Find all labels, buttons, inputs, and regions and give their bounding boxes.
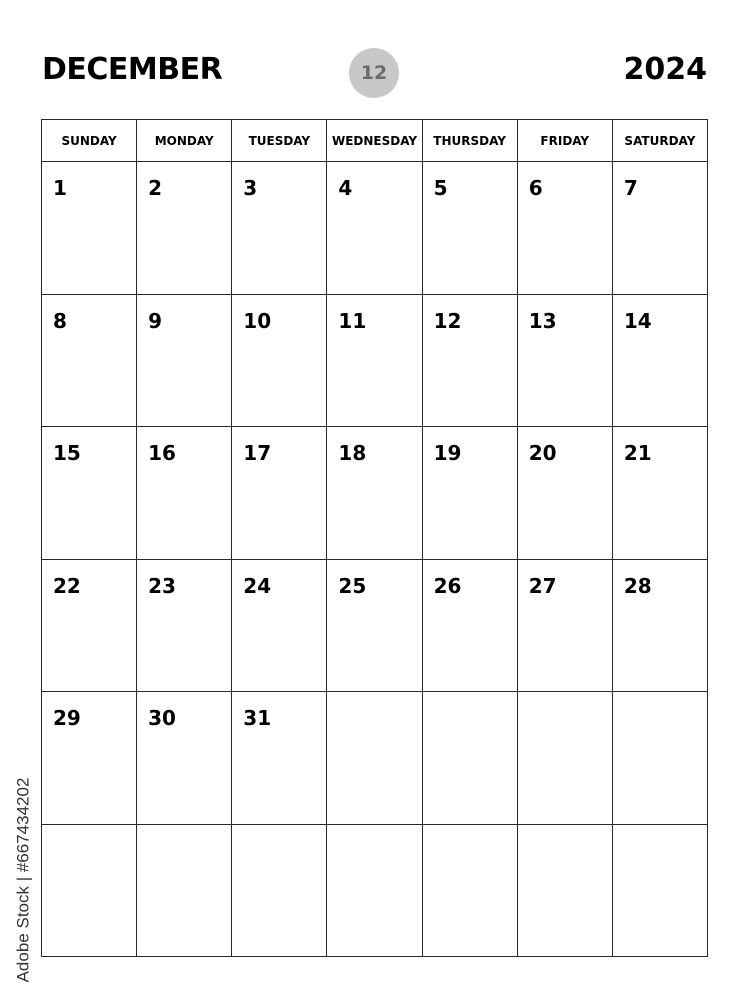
day-number: 10	[243, 308, 272, 333]
day-cell[interactable]	[232, 825, 327, 957]
day-cell[interactable]	[613, 692, 707, 824]
day-cell[interactable]	[232, 427, 327, 559]
day-number: 16	[148, 441, 176, 465]
day-number: 1	[53, 176, 67, 200]
weekday-wednesday: WEDNESDAY	[327, 120, 422, 161]
day-number: 31	[243, 706, 272, 730]
day-number: 22	[53, 573, 81, 598]
day-number: 29	[53, 706, 81, 730]
stock-watermark	[11, 760, 35, 990]
day-cell[interactable]	[423, 427, 518, 559]
day-cell[interactable]	[613, 560, 707, 692]
day-cell[interactable]	[232, 162, 327, 294]
day-number: 7	[623, 176, 638, 200]
weekday-sunday: SUNDAY	[42, 120, 137, 161]
day-number: 12	[433, 308, 462, 333]
day-number: 9	[148, 308, 163, 333]
day-cell[interactable]	[613, 162, 707, 294]
calendar-header	[0, 0, 750, 120]
day-cell[interactable]	[518, 560, 613, 692]
day-number: 27	[528, 573, 557, 598]
day-number: 3	[243, 176, 258, 200]
calendar-grid	[41, 119, 708, 957]
day-cell[interactable]	[518, 427, 613, 559]
day-number: 25	[338, 573, 367, 598]
day-cell[interactable]	[42, 295, 137, 427]
day-number: 4	[338, 176, 353, 200]
day-cell[interactable]	[137, 427, 232, 559]
day-number: 2	[148, 176, 163, 200]
day-cell[interactable]	[327, 162, 422, 294]
day-number: 8	[53, 308, 67, 333]
weekday-header-row	[42, 120, 707, 162]
day-cell[interactable]	[613, 825, 707, 957]
week-row	[42, 560, 707, 693]
day-number: 17	[243, 441, 272, 465]
day-cell[interactable]	[137, 560, 232, 692]
day-cell[interactable]	[327, 427, 422, 559]
day-cell[interactable]	[613, 427, 707, 559]
day-cell[interactable]	[137, 162, 232, 294]
day-cell[interactable]	[42, 427, 137, 559]
day-cell[interactable]	[42, 560, 137, 692]
week-row	[42, 692, 707, 825]
week-row	[42, 427, 707, 560]
day-number: 6	[528, 176, 543, 200]
day-cell[interactable]	[518, 295, 613, 427]
day-number: 20	[528, 441, 557, 465]
day-number: 14	[623, 308, 652, 333]
day-cell[interactable]	[423, 162, 518, 294]
day-cell[interactable]	[327, 825, 422, 957]
day-cell[interactable]	[232, 560, 327, 692]
month-number-badge: 12	[349, 48, 399, 98]
day-number: 13	[528, 308, 557, 333]
day-number: 11	[338, 308, 367, 333]
day-cell[interactable]	[518, 162, 613, 294]
day-cell[interactable]	[232, 692, 327, 824]
day-cell[interactable]	[137, 825, 232, 957]
day-number: 19	[433, 441, 462, 465]
year-title: 2024	[623, 52, 707, 87]
day-cell[interactable]	[518, 825, 613, 957]
day-cell[interactable]	[613, 295, 707, 427]
week-row	[42, 162, 707, 295]
day-cell[interactable]	[518, 692, 613, 824]
day-cell[interactable]	[137, 692, 232, 824]
weekday-tuesday: TUESDAY	[232, 120, 327, 161]
week-row	[42, 825, 707, 957]
day-number: 15	[53, 441, 81, 465]
day-number: 18	[338, 441, 367, 465]
weekday-saturday: SATURDAY	[624, 133, 696, 148]
day-cell[interactable]	[42, 825, 137, 957]
day-number: 21	[623, 441, 652, 465]
day-cell[interactable]	[327, 560, 422, 692]
weekday-thursday: THURSDAY	[423, 120, 518, 161]
day-cell[interactable]	[327, 295, 422, 427]
day-cell[interactable]	[42, 692, 137, 824]
weekday-friday: FRIDAY	[518, 120, 613, 161]
day-cell[interactable]	[423, 560, 518, 692]
week-row	[42, 295, 707, 428]
day-cell[interactable]	[423, 692, 518, 824]
weeks-container	[42, 162, 707, 956]
day-number: 23	[148, 573, 176, 598]
day-cell[interactable]	[42, 162, 137, 294]
day-number: 24	[243, 573, 272, 598]
stock-id-text: Adobe Stock | #667434202	[13, 777, 32, 983]
day-number: 26	[433, 573, 462, 598]
day-cell[interactable]	[137, 295, 232, 427]
weekday-monday: MONDAY	[137, 120, 232, 161]
day-number: 30	[148, 706, 176, 730]
month-title: DECEMBER	[42, 52, 223, 87]
day-number: 28	[623, 573, 652, 598]
day-cell[interactable]	[423, 825, 518, 957]
day-cell[interactable]	[232, 295, 327, 427]
day-cell[interactable]	[327, 692, 422, 824]
day-number: 5	[433, 176, 448, 200]
day-cell[interactable]	[423, 295, 518, 427]
